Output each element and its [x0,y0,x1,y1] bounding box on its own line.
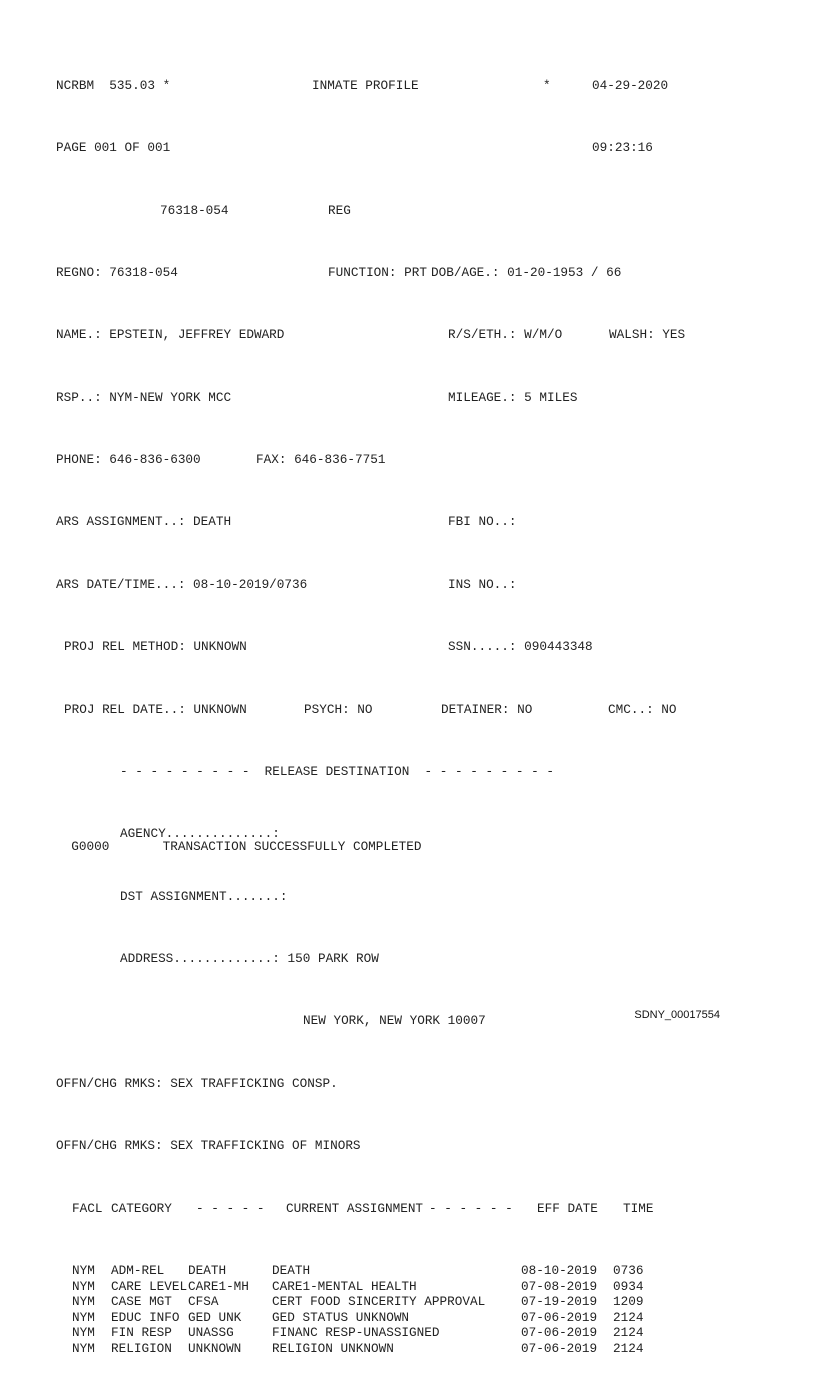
row-category: ADM-REL [111,1262,165,1278]
row-description: GED STATUS UNKNOWN [272,1309,410,1325]
header-line-1 [56,77,669,94]
row-description: FINANC RESP-UNASSIGNED [272,1325,440,1341]
row-code: CARE1-MH [188,1278,249,1294]
row-facl: NYM [72,1309,95,1325]
remarks-line-1 [56,1075,338,1092]
row-description: CERT FOOD SINCERITY APPROVAL [272,1294,486,1310]
dst-assignment-field: DST ASSIGNMENT.......: [120,888,288,904]
profile-line-regno [56,264,622,281]
header-line-3 [56,202,351,219]
reg-label: REG [328,202,351,218]
row-eff-date: 07-19-2019 [521,1294,598,1310]
release-city-line [56,1013,486,1029]
header-line-2 [56,140,653,156]
status-code: G0000 [71,838,110,854]
profile-line-name [56,327,686,343]
remarks-line-2 [56,1138,361,1154]
proj-rel-date-field: PROJ REL DATE..: UNKNOWN [64,701,247,717]
row-category: CARE LEVEL [111,1278,188,1294]
ins-field: INS NO..: [448,576,517,592]
offense-remark: OFFN/CHG RMKS: SEX TRAFFICKING CONSP. [56,1075,338,1091]
row-time: 0934 [613,1278,644,1294]
name-field: NAME.: EPSTEIN, JEFFREY EDWARD [56,327,285,343]
profile-line-ars [56,514,517,530]
row-time: 0736 [613,1262,644,1278]
profile-line-ars-datetime [56,576,517,593]
proj-rel-method-field: PROJ REL METHOD: UNKNOWN [64,639,247,655]
assignment-table-body [56,1262,644,1357]
assignment-row [56,1340,644,1357]
assignment-row [56,1325,644,1341]
ars-assignment-field: ARS ASSIGNMENT..: DEATH [56,514,232,530]
row-time: 2124 [613,1325,644,1341]
mileage-field: MILEAGE.: 5 MILES [448,389,578,405]
assignment-row [56,1309,644,1326]
col-header-current-assignment: CURRENT ASSIGNMENT [286,1200,424,1216]
row-category: EDUC INFO [111,1309,180,1325]
row-eff-date: 07-06-2019 [521,1309,598,1325]
function-field: FUNCTION: PRT [328,264,427,280]
profile-line-phone [56,452,386,468]
report-date: 04-29-2020 [592,77,669,93]
dob-age-field: DOB/AGE.: 01-20-1953 / 66 [431,264,622,280]
address-field: ADDRESS.............: 150 PARK ROW [120,951,379,967]
release-banner-line [56,763,554,780]
col-header-time: TIME [623,1200,654,1216]
system-id: NCRBM 535.03 * [56,77,171,93]
detainer-field: DETAINER: NO [441,701,533,717]
row-code: UNKNOWN [188,1340,242,1356]
assignment-header-row [56,1200,654,1217]
col-header-facl: FACL [72,1200,103,1216]
regno-banner: 76318-054 [160,202,229,218]
assignment-row [56,1278,644,1295]
release-address-line [56,951,379,967]
row-time: 2124 [613,1340,644,1356]
row-facl: NYM [72,1262,95,1278]
row-eff-date: 08-10-2019 [521,1262,598,1278]
row-facl: NYM [72,1294,95,1310]
fax-field: FAX: 646-836-7751 [256,452,386,468]
row-code: GED UNK [188,1309,242,1325]
row-facl: NYM [72,1325,95,1341]
walsh-field: WALSH: YES [609,327,686,343]
row-eff-date: 07-06-2019 [521,1340,598,1356]
row-time: 2124 [613,1309,644,1325]
ars-datetime-field: ARS DATE/TIME...: 08-10-2019/0736 [56,576,308,592]
col-header-dashes: - - - - - [196,1200,265,1216]
row-code: UNASSG [188,1325,234,1341]
profile-line-proj-method [56,639,593,655]
assignment-row [56,1294,644,1310]
report-time: 09:23:16 [592,140,653,156]
profile-line-rsp [56,389,578,406]
col-header-dashes: - - - - - - [429,1200,513,1216]
phone-field: PHONE: 646-836-6300 [56,452,201,468]
row-description: RELIGION UNKNOWN [272,1340,394,1356]
page-indicator: PAGE 001 OF 001 [56,140,171,156]
row-facl: NYM [72,1278,95,1294]
profile-line-proj-date [56,701,677,718]
offense-remark: OFFN/CHG RMKS: SEX TRAFFICKING OF MINORS [56,1138,361,1154]
col-header-category: CATEGORY [111,1200,172,1216]
rsp-field: RSP..: NYM-NEW YORK MCC [56,389,232,405]
address-city-field: NEW YORK, NEW YORK 10007 [303,1013,486,1029]
status-message: TRANSACTION SUCCESSFULLY COMPLETED [162,838,422,854]
release-destination-banner: - - - - - - - - - RELEASE DESTINATION - - - - - - - - - [120,763,554,779]
race-sex-eth-field: R/S/ETH.: W/M/O [448,327,563,343]
assignment-row [56,1262,644,1279]
psych-field: PSYCH: NO [304,701,373,717]
screen-title: INMATE PROFILE [312,77,419,93]
row-description: DEATH [272,1262,311,1278]
row-time: 1209 [613,1294,644,1310]
cmc-field: CMC..: NO [608,701,677,717]
agency-field: AGENCY..............: [120,826,280,842]
row-category: RELIGION [111,1340,172,1356]
release-dst-line [56,888,288,905]
row-code: DEATH [188,1262,227,1278]
bates-number: SDNY_00017554 [634,1009,720,1021]
row-code: CFSA [188,1294,219,1310]
row-category: CASE MGT [111,1294,172,1310]
col-header-eff-date: EFF DATE [537,1200,598,1216]
fbi-field: FBI NO..: [448,514,517,530]
status-line [56,823,421,854]
row-eff-date: 07-06-2019 [521,1325,598,1341]
ssn-field: SSN.....: 090443348 [448,639,593,655]
regno-field: REGNO: 76318-054 [56,264,178,280]
row-facl: NYM [72,1340,95,1356]
row-eff-date: 07-08-2019 [521,1278,598,1294]
row-description: CARE1-MENTAL HEALTH [272,1278,417,1294]
header-star: * [543,77,551,93]
row-category: FIN RESP [111,1325,172,1341]
